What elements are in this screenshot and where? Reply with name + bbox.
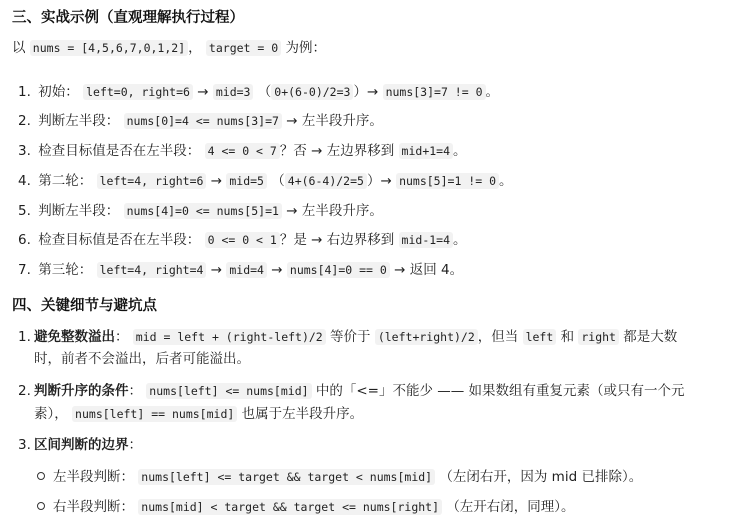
detail-item [18,381,685,401]
detail-number: 1. [18,329,31,345]
intro-sep: ， [188,40,202,56]
detail-item [18,435,142,455]
step-text: （ [271,173,285,189]
sub-list-item [37,467,642,487]
step-code: nums[4]=0 <= nums[5]=1 [124,203,282,219]
detail-title: 避免整数溢出 [34,329,115,345]
detail-text: ，但当 [477,329,519,345]
step-code: mid-1=4 [399,232,453,248]
intro-target-code: target = 0 [206,40,281,56]
detail-text: 都是大数 [623,329,678,345]
step-text: → [271,262,283,278]
step-item [18,82,499,102]
detail-code: right [578,329,619,345]
detail-code: nums[left] <= nums[mid] [146,383,311,399]
step-code: nums[5]=1 != 0 [396,173,499,189]
step-item [18,111,383,131]
step-text: 。 [453,232,467,248]
step-code: mid+1=4 [399,143,453,159]
step-code: mid=5 [226,173,267,189]
step-text: ？是 → 右边界移到 [279,232,395,248]
step-text: → [210,262,223,278]
step-number: 7. [18,262,31,278]
step-code: mid=4 [226,262,267,278]
detail-number: 2. [18,383,31,399]
step-text: 检查目标值是否在左半段： [38,232,201,248]
detail-text: ： [128,383,142,399]
sub-code: nums[mid] < target && target <= nums[right] [138,499,442,515]
step-text: ？否 → 左边界移到 [279,143,395,159]
step-item [18,141,467,161]
detail-code: left [523,329,557,345]
step-code: nums[3]=7 != 0 [383,84,486,100]
step-item [18,230,467,250]
detail-item [18,327,677,347]
step-text: → 左半段升序。 [286,113,383,129]
bullet-circle-icon [37,472,45,480]
step-code: nums[0]=4 <= nums[3]=7 [124,113,282,129]
step-code: 4 <= 0 < 7 [205,143,280,159]
section-3-heading: 三、实战示例（直观理解执行过程） [12,10,244,26]
step-text: → 返回 4。 [394,262,464,278]
step-number: 3. [18,143,31,159]
intro-nums-code: nums = [4,5,6,7,0,1,2] [30,40,188,56]
step-code: mid=3 [213,84,254,100]
step-code: left=4, right=6 [97,173,207,189]
step-item [18,171,513,191]
step-text: 检查目标值是否在左半段： [38,143,201,159]
detail-title: 判断升序的条件 [34,383,129,399]
step-text: 。 [485,84,499,100]
section-4-heading: 四、关键细节与避坑点 [12,298,157,314]
step-text: ）→ [353,84,379,100]
step-text: → [197,84,209,100]
step-code: 0+(6-0)/2=3 [271,84,353,100]
intro-paragraph [12,38,326,58]
sub-text: （左开右闭，同理）。 [446,499,575,515]
step-code: left=0, right=6 [83,84,193,100]
step-code: left=4, right=4 [97,262,207,278]
step-text: 第二轮： [38,173,93,189]
detail-code: mid = left + (right-left)/2 [133,329,326,345]
step-code: 4+(6-4)/2=5 [285,173,367,189]
detail-item-continuation [18,349,250,369]
step-item [18,260,463,280]
detail-code: nums[left] == nums[mid] [72,406,237,422]
detail-item-continuation [18,404,363,424]
intro-text-b: 为例： [285,40,326,56]
detail-text: 和 [560,329,575,345]
detail-number: 3. [18,437,31,453]
bullet-circle-icon [37,502,45,510]
detail-text: 素）， [34,406,68,422]
step-text: 判断左半段： [38,113,120,129]
detail-text: 时，前者不会溢出，后者可能溢出。 [34,351,250,367]
sub-code: nums[left] <= target && target < nums[mid] [138,469,435,485]
step-text: 第三轮： [38,262,93,278]
sub-list-item [37,497,575,517]
step-text: （ [257,84,272,100]
step-text: 判断左半段： [38,203,120,219]
step-item [18,201,383,221]
detail-text: 也属于左半段升序。 [241,406,364,422]
step-number: 2. [18,113,31,129]
sub-text: 左半段判断： [53,469,134,485]
detail-text: 中的「<=」不能少 —— 如果数组有重复元素（或只有一个元 [315,383,685,399]
detail-title: 区间判断的边界 [34,437,129,453]
detail-text: ： [115,329,129,345]
step-text: → 左半段升序。 [286,203,383,219]
step-code: nums[4]=0 == 0 [287,262,390,278]
sub-text: （左闭右开，因为 mid 已排除）。 [439,469,643,485]
step-text: ）→ [366,173,392,189]
detail-code: (left+right)/2 [375,329,478,345]
step-number: 5. [18,203,31,219]
step-number: 4. [18,173,31,189]
step-text: 。 [453,143,467,159]
step-number: 1. [18,84,31,100]
detail-text: 等价于 [330,329,371,345]
sub-text: 右半段判断： [53,499,134,515]
step-text: → [210,173,223,189]
intro-text-a: 以 [12,40,26,56]
detail-text: ： [128,437,142,453]
step-code: 0 <= 0 < 1 [205,232,280,248]
step-text: 。 [499,173,513,189]
step-text: 初始： [38,84,79,100]
step-number: 6. [18,232,31,248]
